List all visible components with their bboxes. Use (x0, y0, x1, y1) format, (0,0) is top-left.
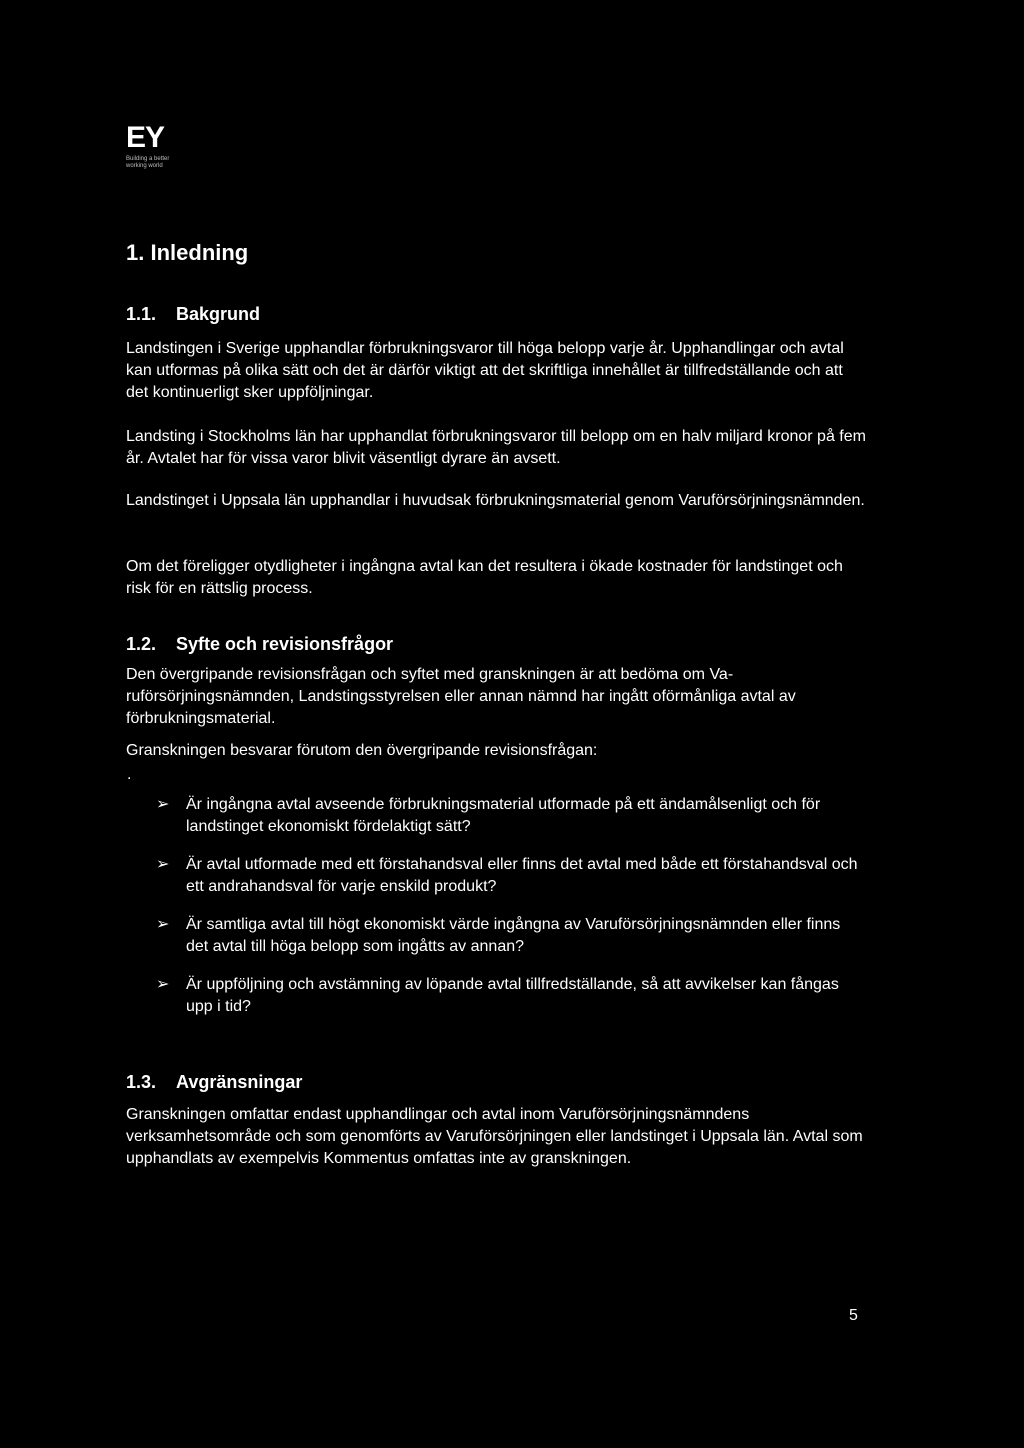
paragraph: Granskningen omfattar endast upphandlingar och avtal inom Varuförsörjningsnämndens verksamhetsområde och som genomförts av Varuförsörjningen eller landstinget i Uppsala län. Avtal som upphandlats av exempelvis Kommentus omfattas inte av granskningen. (126, 1106, 863, 1167)
heading-bakgrund (126, 304, 260, 325)
arrow-bullet-icon: ➢ (156, 976, 170, 993)
list-item-text: Är ingångna avtal avseende förbrukningsmaterial utformade på ett ändamålsenligt och för landstinget ekonomiskt fördelaktigt sätt? (186, 796, 821, 835)
heading-title: Avgränsningar (176, 1072, 303, 1092)
paragraph: Landstinget i Uppsala län upphandlar i huvudsak förbrukningsmaterial genom Varuförsörjningsnämnden. (126, 492, 865, 509)
list-item-text: Är samtliga avtal till högt ekonomiskt värde ingångna av Varuförsörjningsnämnden eller finns det avtal till höga belopp som ingåtts av annan? (186, 916, 841, 955)
list-item (126, 794, 866, 838)
paragraph: Om det föreligger otydligheter i ingångna avtal kan det resultera i ökade kostnader för landstinget och risk för en rättslig process. (126, 558, 843, 597)
heading-title: Syfte och revisionsfrågor (176, 634, 394, 654)
heading-number: 1.3. (126, 1072, 157, 1092)
paragraph: Den övergripande revisionsfrågan och syftet med granskningen är att bedöma om Varuförsörjningsnämnden, Landstingsstyrelsen eller annan nämnd har ingått oförmånliga avtal av förbrukningsmaterial. (126, 666, 796, 727)
question-list (126, 794, 866, 1034)
logo-tagline: Building a better working world (126, 156, 170, 169)
list-item (126, 974, 866, 1018)
arrow-bullet-icon: ➢ (156, 916, 170, 933)
list-item-text: Är uppföljning och avstämning av löpande avtal tillfredställande, så att avvikelser kan fångas upp i tid? (186, 976, 839, 1015)
paragraph: Landstingen i Sverige upphandlar förbrukningsvaror till höga belopp varje år. Upphandlingar och avtal kan utformas på olika sätt och det är därför viktigt att det skriftliga innehållet är tillfredställande och att det kontinuerligt sker uppföljningar. (126, 340, 844, 401)
page-number: 5 (849, 1307, 858, 1324)
heading-number: 1.1. (126, 304, 157, 324)
logo-mark: EY (126, 121, 165, 154)
heading-avgransningar (126, 1072, 302, 1093)
paragraph: Granskningen besvarar förutom den övergripande revisionsfrågan: (126, 742, 598, 759)
heading-title: Bakgrund (176, 304, 261, 324)
list-item (126, 914, 866, 958)
list-item (126, 854, 866, 898)
ey-logo (126, 122, 226, 170)
arrow-bullet-icon: ➢ (156, 856, 170, 873)
list-item-text: Är avtal utformade med ett förstahandsval eller finns det avtal med både ett förstahandsval och ett andrahandsval för varje enskild produkt? (186, 856, 858, 895)
stray-mark: . (127, 766, 132, 783)
heading-syfte (126, 634, 393, 655)
heading-inledning (126, 240, 248, 266)
heading-number: 1. (126, 240, 145, 265)
heading-title: Inledning (150, 240, 249, 265)
arrow-bullet-icon: ➢ (156, 796, 170, 813)
paragraph: Landsting i Stockholms län har upphandlat förbrukningsvaror till belopp om en halv miljard kronor på fem år. Avtalet har för vissa varor blivit väsentligt dyrare än avsett. (126, 428, 866, 467)
heading-number: 1.2. (126, 634, 157, 654)
